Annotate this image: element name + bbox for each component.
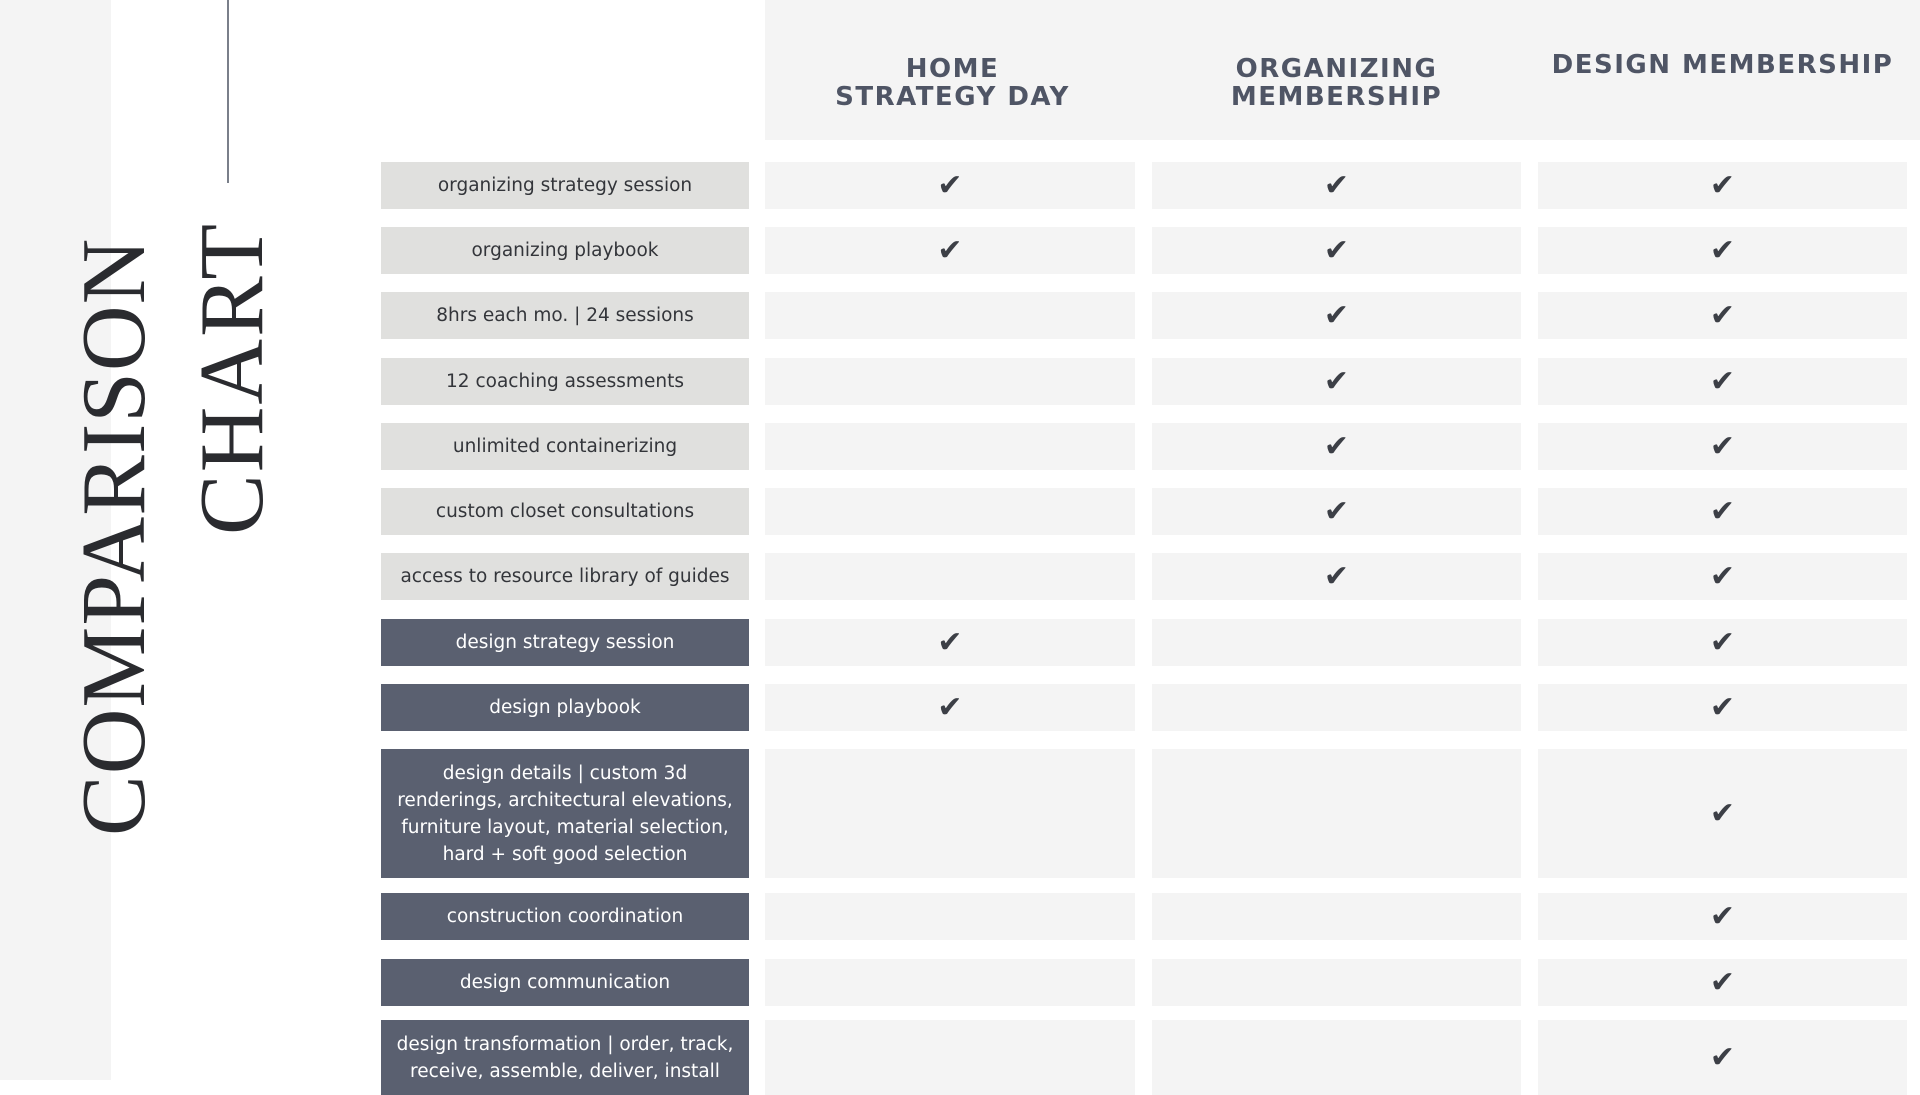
feature-label: organizing playbook <box>381 227 749 274</box>
checkmark-icon: ✔ <box>937 232 963 268</box>
table-cell <box>765 358 1135 405</box>
checkmark-icon: ✔ <box>1323 297 1350 333</box>
table-cell <box>765 292 1135 339</box>
checkmark-icon: ✔ <box>1709 363 1736 399</box>
feature-label: construction coordination <box>381 893 749 940</box>
table-cell <box>1152 423 1521 470</box>
checkmark-icon: ✔ <box>1709 428 1736 464</box>
feature-label: design details | custom 3d renderings, architectural elevations, furniture layout, material selection, hard + soft good selection <box>381 749 749 878</box>
table-cell <box>1152 553 1521 600</box>
feature-label: custom closet consultations <box>381 488 749 535</box>
table-cell <box>765 749 1135 878</box>
table-cell <box>765 893 1135 940</box>
checkmark-icon: ✔ <box>1709 624 1736 660</box>
feature-label: access to resource library of guides <box>381 553 749 600</box>
feature-label: organizing strategy session <box>381 162 749 209</box>
table-cell <box>1538 893 1907 940</box>
checkmark-icon: ✔ <box>937 624 963 660</box>
checkmark-icon: ✔ <box>937 689 963 725</box>
table-cell <box>1152 227 1521 274</box>
checkmark-icon: ✔ <box>1709 795 1736 831</box>
checkmark-icon: ✔ <box>1709 493 1736 529</box>
table-cell <box>1152 358 1521 405</box>
table-cell <box>1152 292 1521 339</box>
checkmark-icon: ✔ <box>1709 964 1736 1000</box>
table-cell <box>1152 1020 1521 1095</box>
table-cell <box>1152 619 1521 666</box>
table-cell <box>765 959 1135 1006</box>
table-cell <box>1538 488 1907 535</box>
table-cell <box>765 423 1135 470</box>
table-cell <box>1538 959 1907 1006</box>
checkmark-icon: ✔ <box>1709 167 1736 203</box>
table-cell <box>765 1020 1135 1095</box>
feature-label: design strategy session <box>381 619 749 666</box>
table-cell <box>1538 227 1907 274</box>
table-cell <box>765 162 1135 209</box>
table-cell <box>1538 162 1907 209</box>
feature-label: design transformation | order, track, receive, assemble, deliver, install <box>381 1020 749 1095</box>
table-cell <box>1538 749 1907 878</box>
checkmark-icon: ✔ <box>1709 297 1736 333</box>
checkmark-icon: ✔ <box>1709 558 1736 594</box>
feature-label: unlimited containerizing <box>381 423 749 470</box>
table-cell <box>1152 959 1521 1006</box>
checkmark-icon: ✔ <box>1323 167 1350 203</box>
table-cell <box>1538 553 1907 600</box>
table-cell <box>1538 358 1907 405</box>
checkmark-icon: ✔ <box>1323 493 1350 529</box>
table-cell <box>1152 162 1521 209</box>
title-chart: CHART <box>181 222 282 535</box>
feature-label: 8hrs each mo. | 24 sessions <box>381 292 749 339</box>
feature-label: design communication <box>381 959 749 1006</box>
title-comparison: COMPARISON <box>63 237 164 836</box>
checkmark-icon: ✔ <box>937 167 963 203</box>
column-header-organizing-membership: ORGANIZING MEMBERSHIP <box>1230 54 1443 112</box>
table-cell <box>1538 423 1907 470</box>
table-cell <box>1538 619 1907 666</box>
table-cell <box>765 684 1135 731</box>
checkmark-icon: ✔ <box>1323 363 1350 399</box>
title-divider-line <box>227 0 229 183</box>
table-cell <box>1538 1020 1907 1095</box>
checkmark-icon: ✔ <box>1709 232 1736 268</box>
checkmark-icon: ✔ <box>1323 428 1350 464</box>
table-cell <box>1538 684 1907 731</box>
checkmark-icon: ✔ <box>1323 558 1350 594</box>
table-cell <box>765 488 1135 535</box>
table-cell <box>1152 684 1521 731</box>
table-cell <box>765 619 1135 666</box>
feature-label: 12 coaching assessments <box>381 358 749 405</box>
table-cell <box>765 553 1135 600</box>
table-cell <box>1538 292 1907 339</box>
feature-label: design playbook <box>381 684 749 731</box>
column-header-home-strategy-day: HOME STRATEGY DAY <box>835 54 1070 112</box>
table-cell <box>1152 749 1521 878</box>
checkmark-icon: ✔ <box>1323 232 1350 268</box>
checkmark-icon: ✔ <box>1709 689 1736 725</box>
checkmark-icon: ✔ <box>1709 1039 1736 1075</box>
checkmark-icon: ✔ <box>1709 898 1736 934</box>
column-header-design-membership: DESIGN MEMBERSHIP <box>1551 50 1894 80</box>
table-cell <box>765 227 1135 274</box>
table-cell <box>1152 488 1521 535</box>
table-cell <box>1152 893 1521 940</box>
